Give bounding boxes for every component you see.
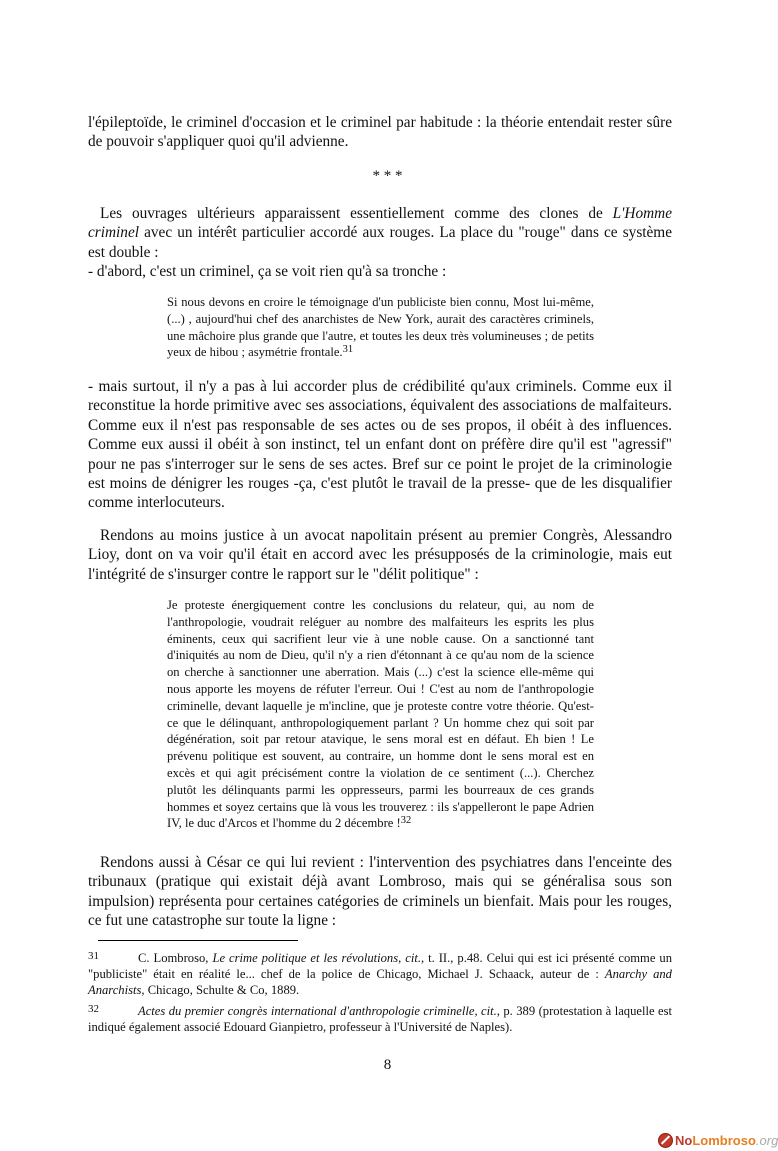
paragraph-clones	[88, 204, 672, 282]
blockquote-lioy-text: Je proteste énergiquement contre les conclusions du relateur, qui, au nom de l'anthropologie, voudrait reléguer au nombre des malfaiteurs les esprits les plus éminents, ceux qui sacrifient leur vie à une noble cause. On a sanctionné tant d'iniquités au nom de Dieu, qu'il n'y a rien d'étonnant à ce qu'au nom de la science on cherche à sanctionner une aberration. Mais (...) c'est la science elle-même qui nous apporte les moyens de réfuter l'erreur. Oui ! C'est au nom de l'anthropologie criminelle, devant laquelle je m'incline, que je proteste contre votre théorie. Qu'est-ce que le délinquant, anthropologiquement parlant ? Un homme chez qui soit par dégénération, soit par retour atavique, le sens moral est en défaut. Eh bien ! Le prévenu politique est souvent, au contraire, un homme dont le sens moral est en excès et qui agit précisément contre la violation de ce sentiment (...). Cherchez plutôt les délinquants parmi les oppresseurs, parmi les bourreaux de ces grands hommes et soyez certains que là vous les trouverez : ils s'appelleront le pape Adrien IV, le duc d'Arcos et l'homme du 2 décembre !	[167, 598, 594, 831]
footnote-separator	[98, 940, 298, 941]
footnote-31-text-b: , t. II., p.48. Celui qui est ici présenté comme un "publiciste" était en réalité le... chef de la police de Chicago, Michael J. Schaack, auteur de :	[88, 951, 673, 981]
logo-part-domain: .org	[755, 1132, 778, 1148]
paragraph-clones-text-b: avec un intérêt particulier accordé aux rouges. La place du "rouge" dans ce système est double :	[88, 224, 672, 261]
footnote-31	[88, 948, 672, 998]
book-title: L'Homme criminel	[88, 205, 672, 242]
paragraph-intro: l'épileptoïde, le criminel d'occasion et le criminel par habitude : la théorie entendait rester sûre de pouvoir s'appliquer quoi qu'il advienne.	[88, 114, 672, 151]
blockquote-most-text: Si nous devons en croire le témoignage d'un publiciste bien connu, Most lui-même, (...) , aujourd'hui chef des anarchistes de New York, aurait des caractères criminels, une mâchoire plus grande que l'autre, et toutes les deux très volumineuses ; de petits yeux de hibou ; asymétrie frontale.	[167, 295, 594, 360]
paragraph-clones-text-a: Les ouvrages ultérieurs apparaissent essentiellement comme des clones de	[100, 205, 613, 222]
footnote-ref-32[interactable]: 32	[400, 815, 412, 827]
blockquote-most	[167, 294, 594, 361]
footnote-32	[88, 1001, 672, 1035]
paragraph-clones-text-c: - d'abord, c'est un criminel, ça se voit rien qu'à sa tronche :	[88, 263, 447, 281]
no-sign-icon	[658, 1133, 673, 1148]
logo-part-no: No	[675, 1132, 693, 1148]
paragraph-lioy: Rendons au moins justice à un avocat napolitain présent au premier Congrès, Alessandro Lioy, dont on va voir qu'il était en accord avec les présupposés de la criminologie, mais eut l'intégrité de s'insurger contre le rapport sur le "délit politique" :	[88, 527, 672, 583]
footnote-31-text-a: C. Lombroso,	[138, 951, 213, 965]
footnote-31-title2: Anarchy and Anarchists	[88, 967, 672, 997]
paragraph-cesar: Rendons aussi à César ce qui lui revient : l'intervention des psychiatres dans l'enceinte des tribunaux (pratique qui existait déjà avant Lombroso, mais qui se généralisa sous son impulsion) représenta pour certaines catégories de criminels un bienfait. Mais pour les rouges, ce fut une catastrophe sur toute la ligne :	[88, 854, 672, 930]
footnote-32-number: 32	[88, 1003, 99, 1015]
logo-part-lombroso: Lombroso	[692, 1132, 756, 1148]
site-logo[interactable]	[658, 1131, 778, 1149]
paragraph-credibility: - mais surtout, il n'y a pas à lui accorder plus de crédibilité qu'aux criminels. Comme eux il reconstitue la horde primitive avec ses associations, équivalent des associations de malfaiteurs. Comme eux il n'est pas responsable de ses actes ou de ses propos, il obéit à des influences. Comme eux aussi il obéit à son instinct, tel un enfant dont on préfère dire qu'il est "agressif" pour ne pas s'interroger sur le sens de ses actes. Bref sur ce point le projet de la criminologie est moins de dénigrer les rouges -ça, c'est plutôt le travail de la presse- que de les disqualifier comme interlocuteurs.	[88, 378, 672, 512]
blockquote-lioy	[167, 597, 594, 832]
footnote-32-text-b: , p. 389 (protestation à laquelle est indiqué également associé Edouard Gianpietro, professeur à l'Université de Naples).	[88, 1004, 672, 1034]
footnote-31-title: Le crime politique et les révolutions, cit.	[212, 951, 421, 965]
footnote-31-text-c: , Chicago, Schulte & Co, 1889.	[141, 983, 300, 997]
footnote-31-number: 31	[88, 950, 99, 962]
page-number: 8	[383, 1057, 392, 1073]
footnote-32-title: Actes du premier congrès international d'anthropologie criminelle, cit.	[138, 1004, 497, 1018]
footnote-ref-31[interactable]: 31	[342, 344, 354, 356]
section-separator: * * *	[372, 168, 403, 184]
